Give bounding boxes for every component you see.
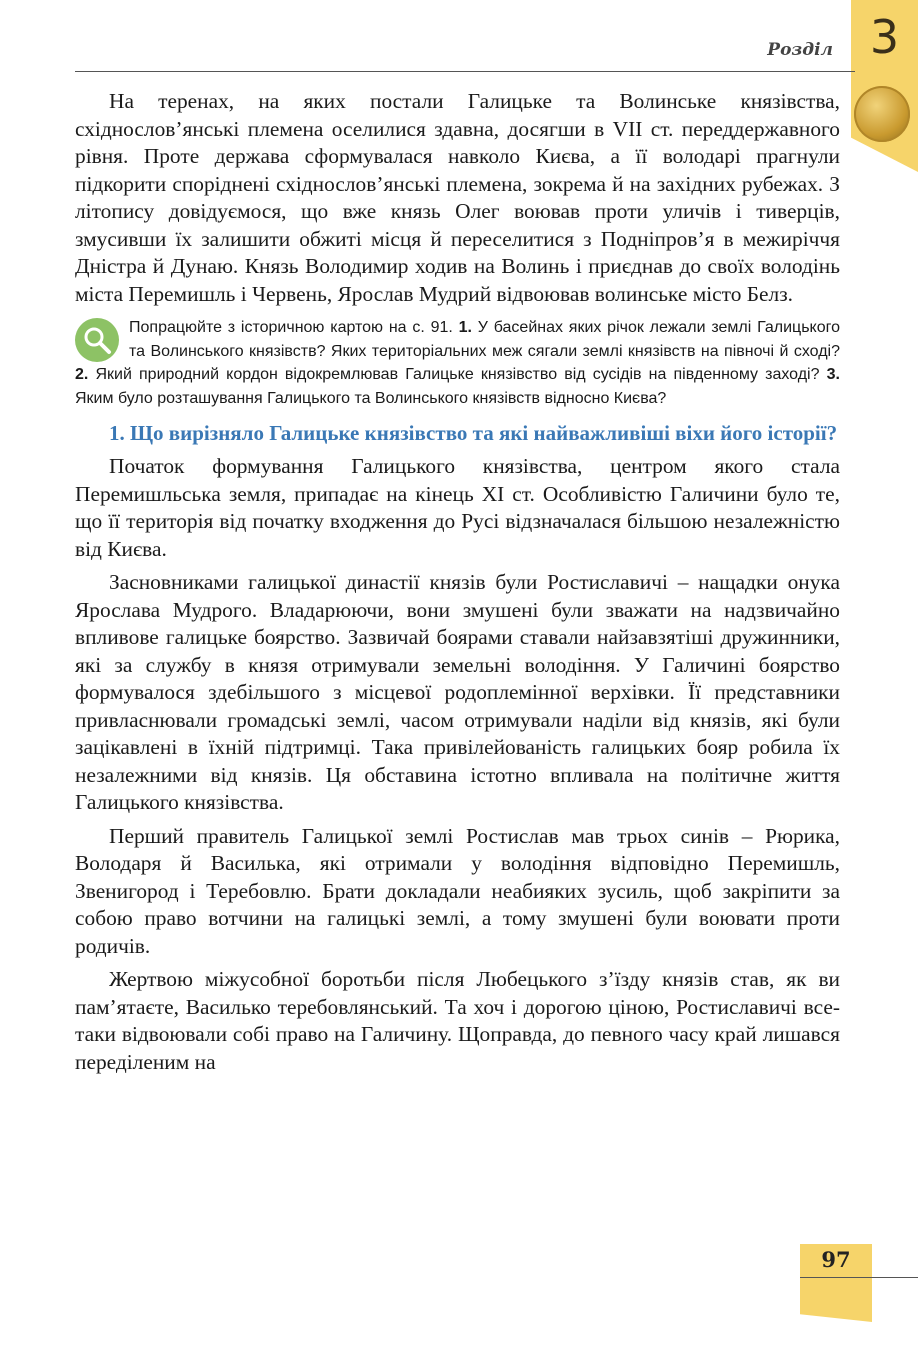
task-question-3: Яким було розташування Галицького та Волинського князівств відносно Києва? [75, 389, 667, 407]
task-question-2: Який природний кордон відокремлював Галицьке князівство від сусідів на південному заході? [95, 366, 820, 384]
section-label: Розділ [767, 40, 833, 60]
page-content [75, 88, 840, 1076]
task-intro: Попрацюйте з історичною картою на с. 91. [129, 319, 453, 336]
paragraph: Перший правитель Галицької землі Ростислав мав трьох синів – Рюрика, Володаря й Василька, які отримали у володіння відповідно Перемишль, Звенигород і Теребовлю. Брати докладали неабияких зусиль, щоб закріпити за собою право вотчини на галицькі землі, а тому змушені були воювати проти родичів. [75, 823, 840, 958]
chapter-number: 3 [869, 10, 900, 64]
coin-emblem-icon [854, 86, 910, 142]
magnifier-icon [75, 318, 119, 362]
paragraph: Жертвою міжусобної боротьби після Любецького з’їзду князів став, як ви пам’ятаєте, Василько теребовлянський. Та хоч і дорогою ціною, Ростиславичі все-таки відвоювали собі право на Галичину. Щоправда, до певного часу край лишався переділеним на [75, 967, 840, 1074]
task-question-1: У басейнах яких річок лежали землі Галицького та Волинського князівств? Яких територіальних меж сягали землі князівств на півночі й сході? [129, 319, 840, 360]
task-number-2: 2. [75, 366, 89, 384]
footer-divider [800, 1277, 918, 1278]
paragraph: На теренах, на яких постали Галицьке та Волинське князівства, східнослов’янські племена оселилися здавна, досягши в VII ст. переддержавного рівня. Проте держава сформувалася навколо Києва, а її володарі прагнули підкорити споріднені східнослов’янські племена, зокрема й на західних рубежах. З літопису довідуємося, що вже князь Олег воював проти уличів і тиверців, змусивши їх залишити обжиті місця й переселитися з Подніпров’я в межиріччя Дністра й Дунаю. Князь Володимир ходив на Волинь і приєднав до своїх володінь міста Перемишль і Червень, Ярослав Мудрий відвоював волинське місто Белз. [75, 89, 840, 306]
task-number-1: 1. [458, 319, 472, 336]
paragraph: Засновниками галицької династії князів були Ростиславичі – нащадки онука Ярослава Мудрого. Владарюючи, вони змушені були зважати на надзвичайно впливове галицьке боярство. Зазвичай боярами ставали найзавзятіші дружинники, які за службу в князя отримували земельні володіння. У Галичині боярство формувалося здебільшого з місцевої родоплемінної верхівки. Її представники привласнювали громадські землі, часом отримували наділи від князів, які були зацікавлені в їхній підтримці. Така привілейованість галицьких бояр робила їх незалежними від князів. Ця обставина істотно впливала на політичне життя Галицького князівства. [75, 570, 840, 815]
header-divider [75, 71, 855, 72]
section-heading: 1. Що вирізняло Галицьке князівство та які найважливіші віхи його історії? [109, 421, 838, 446]
page-number: 97 [821, 1247, 851, 1272]
task-number-3: 3. [826, 366, 840, 384]
task-block [75, 316, 840, 410]
paragraph: Початок формування Галицького князівства, центром якого стала Перемишльська земля, припадає на кінець XI ст. Особливістю Галичини було те, що її територія від початку входження до Русі відзначалася більшою незалежністю від Києва. [75, 454, 840, 561]
